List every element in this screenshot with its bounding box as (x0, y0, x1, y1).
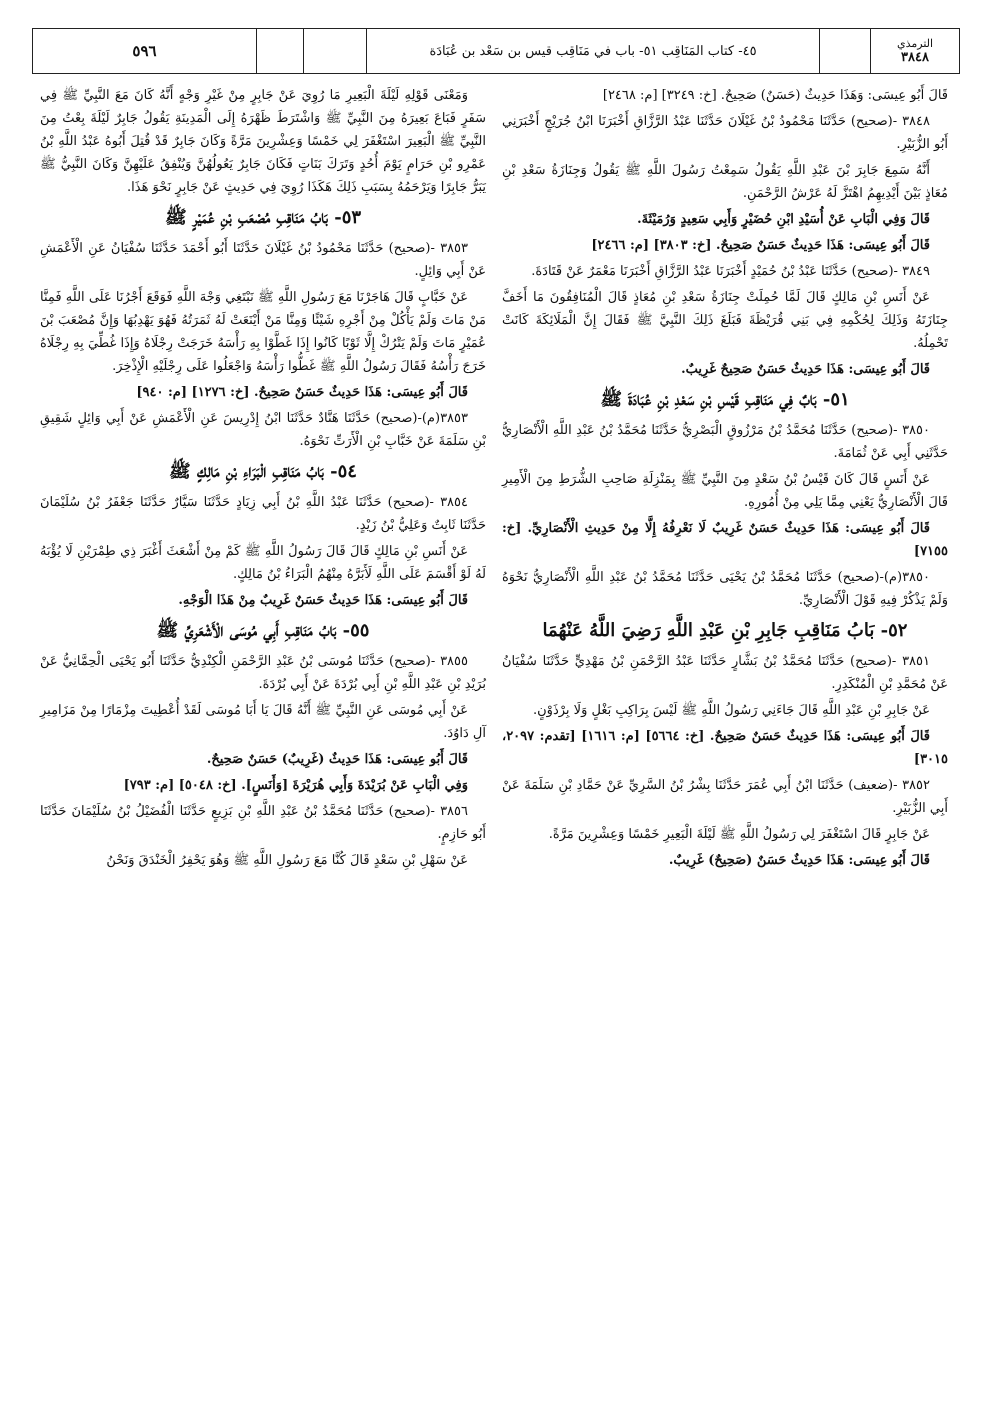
hadith-text: عَنْ أَنَسِ بْنِ مَالِكٍ قَالَ قَالَ رَسُولُ اللَّهِ ﷺ كَمْ مِنْ أَشْعَثَ أَغْبَرَ ذِي طِمْرَيْنِ لَا يُؤْبَهُ لَهُ لَوْ أَقْسَمَ عَلَى اللَّهِ لَأَبَرَّهُ مِنْهُمُ الْبَرَاءُ بْنُ مَالِكٍ. (40, 544, 486, 582)
commentary-text: وَمَعْنَى قَوْلِهِ لَيْلَةَ الْبَعِيرِ مَا رُوِيَ عَنْ جَابِرٍ مِنْ غَيْرِ وَجْهٍ أَنَّهُ كَانَ مَعَ النَّبِيِّ ﷺ فِي سَفَرٍ فَبَاعَ بَعِيرَهُ مِنَ النَّبِيِّ ﷺ وَاشْتَرَطَ ظَهْرَهُ إِلَى الْمَدِينَةِ يَقُولُ جَابِرٌ لَيْلَةَ بِعْتُ مِنَ النَّبِيِّ ﷺ الْبَعِيرَ اسْتَغْفَرَ لِي خَمْسًا وَعِشْرِينَ مَرَّةً وَكَانَ جَابِرٌ قَدْ قُتِلَ أَبُوهُ عَبْدُ اللَّهِ بْنُ عَمْرِو بْنِ حَرَامٍ يَوْمَ أُحُدٍ وَتَرَكَ بَنَاتٍ فَكَانَ جَابِرٌ يَعُولُهُنَّ وَيُنْفِقُ عَلَيْهِنَّ وَكَانَ النَّبِيُّ ﷺ يَبَرُّ جَابِرًا وَيَرْحَمُهُ بِسَبَبِ ذَلِكَ هَكَذَا رُوِيَ فِي حَدِيثٍ عَنْ جَابِرٍ نَحْوَ هَذَا. (40, 88, 486, 195)
chapter-title: ٤٥- كتاب المَنَاقِب ٥١- باب في مَنَاقِب قيس بن سَعْد بن عُبَادَة (366, 29, 819, 73)
grading-note: قَالَ أَبُو عِيسَى: هَذَا حَدِيثٌ حَسَنٌ صَحِيحٌ. [خ: ٥٦٦٤] [م: ١٦١٦] [تقدم: ٢٠٩٧، ٣٠١٥] (502, 729, 948, 767)
hadith-text: أَنَّهُ سَمِعَ جَابِرَ بْنَ عَبْدِ اللَّهِ يَقُولُ سَمِعْتُ رَسُولَ اللَّهِ ﷺ يَقُولُ وَجِنَازَةُ سَعْدِ بْنِ مُعَاذٍ بَيْنَ أَيْدِيهِمُ اهْتَزَّ لَهُ عَرْشُ الرَّحْمَنِ. (502, 163, 948, 201)
hadith-text: عَنْ سَهْلِ بْنِ سَعْدٍ قَالَ كُنَّا مَعَ رَسُولِ اللَّهِ ﷺ وَهُوَ يَحْفِرُ الْخَنْدَقَ وَنَحْنُ (106, 853, 468, 868)
left-column (40, 84, 486, 875)
hadith-text: عَنْ أَنَسِ بْنِ مَالِكٍ قَالَ لَمَّا حُمِلَتْ جِنَازَةُ سَعْدِ بْنِ مُعَاذٍ قَالَ الْمُنَافِقُونَ مَا أَخَفَّ جِنَازَتَهُ وَذَلِكَ لِحُكْمِهِ فِي بَنِي قُرَيْظَةَ فَبَلَغَ ذَلِكَ النَّبِيَّ ﷺ فَقَالَ إِنَّ الْمَلَائِكَةَ كَانَتْ تَحْمِلُهُ. (502, 290, 948, 351)
hadith-text: عَنْ جَابِرِ بْنِ عَبْدِ اللَّهِ قَالَ جَاءَنِي رَسُولُ اللَّهِ ﷺ لَيْسَ بِرَاكِبِ بَغْلٍ وَلَا بِرْذَوْنٍ. (532, 703, 930, 718)
hadith-text: عَنْ جَابِرٍ قَالَ اسْتَغْفَرَ لِي رَسُولُ اللَّهِ ﷺ لَيْلَةَ الْبَعِيرِ خَمْسًا وَعِشْرِينَ مَرَّةً. (548, 827, 930, 842)
grading-note: قَالَ أَبُو عِيسَى: وَهَذَا حَدِيثٌ (حَسَنٌ) صَحِيحٌ. [خ: ٣٢٤٩] [م: ٢٤٦٨] (602, 88, 948, 103)
grading-note: قَالَ أَبُو عِيسَى: هَذَا حَدِيثٌ حَسَنٌ غَرِيبٌ مِنْ هَذَا الْوَجْهِ. (178, 593, 468, 608)
hadith-chain: ٣٨٥٣(م)-(صحيح) حَدَّثَنَا هَنَّادٌ حَدَّثَنَا ابْنُ إِدْرِيسَ عَنِ الْأَعْمَشِ عَنْ أَبِي وَائِلٍ شَقِيقِ بْنِ سَلَمَةَ عَنْ خَبَّابِ بْنِ الْأَرَتِّ نَحْوَهُ. (40, 411, 486, 449)
hadith-chain: ٣٨٥٣ -(صحيح) حَدَّثَنَا مَحْمُودُ بْنُ غَيْلَانَ حَدَّثَنَا أَبُو أَحْمَدَ حَدَّثَنَا سُفْيَانُ عَنِ الْأَعْمَشِ عَنْ أَبِي وَائِلٍ. (40, 241, 486, 279)
hadith-chain: ٣٨٥٤ -(صحيح) حَدَّثَنَا عَبْدُ اللَّهِ بْنُ أَبِي زِيَادٍ حَدَّثَنَا سَيَّارٌ حَدَّثَنَا جَعْفَرُ بْنُ سُلَيْمَانَ حَدَّثَنَا ثَابِتٌ وَعَلِيُّ بْنُ زَيْدٍ. (40, 495, 486, 533)
grading-note: قَالَ أَبُو عِيسَى: هَذَا حَدِيثٌ حَسَنٌ صَحِيحٌ. [خ: ١٢٧٦] [م: ٩٤٠] (136, 385, 468, 400)
chapter-heading-55: ٥٥- بَابُ مَنَاقِبِ أَبِي مُوسَى الْأَشْعَرِيِّ ﷺ (156, 620, 370, 641)
hadith-chain: ٣٨٥٠(م)-(صحيح) حَدَّثَنَا مُحَمَّدُ بْنُ يَحْيَى حَدَّثَنَا مُحَمَّدُ بْنُ عَبْدِ اللَّهِ الْأَنْصَارِيُّ نَحْوَهُ وَلَمْ يَذْكُرْ فِيهِ قَوْلَ الْأَنْصَارِيِّ. (502, 570, 948, 608)
grading-note: قَالَ أَبُو عِيسَى: هَذَا حَدِيثٌ حَسَنٌ صَحِيحٌ غَرِيبٌ. (681, 362, 930, 377)
chapter-heading-54: ٥٤- بَابُ مَنَاقِبِ الْبَرَاءِ بْنِ مَالِكٍ ﷺ (169, 461, 357, 482)
hadith-chain: ٣٨٥٠ -(صحيح) حَدَّثَنَا مُحَمَّدُ بْنُ مَرْزُوقٍ الْبَصْرِيُّ حَدَّثَنَا مُحَمَّدُ بْنُ عَبْدِ اللَّهِ الْأَنْصَارِيُّ حَدَّثَنِي أَبِي عَنْ ثُمَامَةَ. (502, 423, 948, 461)
hadith-chain: ٣٨٤٩ -(صحيح) حَدَّثَنَا عَبْدُ بْنُ حُمَيْدٍ أَخْبَرَنَا عَبْدُ الرَّزَّاقِ أَخْبَرَنَا مَعْمَرٌ عَنْ قَتَادَةَ. (531, 264, 930, 279)
hadith-text: عَنْ أَنَسٍ قَالَ كَانَ قَيْسُ بْنُ سَعْدٍ مِنَ النَّبِيِّ ﷺ بِمَنْزِلَةِ صَاحِبِ الشُّرَطِ مِنَ الْأَمِيرِ قَالَ الْأَنْصَارِيُّ يَعْنِي مِمَّا يَلِي مِنْ أُمُورِهِ. (502, 472, 948, 510)
book-name: الترمذي (896, 37, 934, 50)
chapter-heading-52: ٥٢- بَابُ مَنَاقِبِ جَابِرِ بْنِ عَبْدِ اللَّهِ رَضِيَ اللَّهُ عَنْهُمَا (542, 620, 908, 641)
page-number: ٥٩٦ (132, 42, 157, 60)
grading-note: قَالَ أَبُو عِيسَى: هَذَا حَدِيثٌ حَسَنٌ غَرِيبٌ لَا نَعْرِفُهُ إِلَّا مِنْ حَدِيثِ الْأَنْصَارِيِّ. [خ: ٧١٥٥] (502, 521, 948, 559)
grading-note: قَالَ أَبُو عِيسَى: هَذَا حَدِيثٌ (غَرِيبٌ) حَسَنٌ صَحِيحٌ. (206, 752, 468, 767)
right-column (502, 84, 948, 875)
grading-note: قَالَ أَبُو عِيسَى: هَذَا حَدِيثٌ حَسَنٌ (صَحِيحٌ) غَرِيبٌ. (668, 853, 930, 868)
hadith-number: ٣٨٤٨ (901, 50, 929, 65)
hadith-chain: ٣٨٥٦ -(صحيح) حَدَّثَنَا مُحَمَّدُ بْنُ عَبْدِ اللَّهِ بْنِ بَزِيعٍ حَدَّثَنَا الْفُضَيْلُ بْنُ سُلَيْمَانَ حَدَّثَنَا أَبُو حَازِمٍ. (40, 804, 486, 842)
grading-note: قَالَ أَبُو عِيسَى: هَذَا حَدِيثٌ حَسَنٌ صَحِيحٌ. [خ: ٣٨٠٣] [م: ٢٤٦٦] (591, 238, 930, 253)
hadith-chain: ٣٨٥٢ -(ضعيف) حَدَّثَنَا ابْنُ أَبِي عُمَرَ حَدَّثَنَا بِشْرُ بْنُ السَّرِيِّ عَنْ حَمَّادِ بْنِ سَلَمَةَ عَنْ أَبِي الزُّبَيْرِ. (502, 778, 948, 816)
header-cell-empty (303, 29, 366, 73)
header-cell-empty (256, 29, 303, 73)
chapter-heading-51: ٥١- بَابٌ فِي مَنَاقِبِ قَيْسِ بْنِ سَعْدِ بْنِ عُبَادَةَ ﷺ (600, 389, 850, 410)
hadith-text: عَنْ أَبِي مُوسَى عَنِ النَّبِيِّ ﷺ أَنَّهُ قَالَ يَا أَبَا مُوسَى لَقَدْ أُعْطِيتَ مِزْمَارًا مِنْ مَزَامِيرِ آلِ دَاوُدَ. (40, 703, 486, 741)
hadith-chain: ٣٨٤٨ -(صحيح) حَدَّثَنَا مَحْمُودُ بْنُ غَيْلَانَ حَدَّثَنَا عَبْدُ الرَّزَّاقِ أَخْبَرَنَا ابْنُ جُرَيْجٍ أَخْبَرَنِي أَبُو الزُّبَيْرِ. (502, 114, 948, 152)
related-note: وَفِي الْبَابِ عَنْ بُرَيْدَةَ وَأَبِي هُرَيْرَةَ [وَأَنَسٍ]. [خ: ٥٠٤٨] [م: ٧٩٣] (123, 778, 468, 793)
hadith-text: عَنْ خَبَّابٍ قَالَ هَاجَرْنَا مَعَ رَسُولِ اللَّهِ ﷺ نَبْتَغِي وَجْهَ اللَّهِ فَوَقَعَ أَجْرُنَا عَلَى اللَّهِ فَمِنَّا مَنْ مَاتَ وَلَمْ يَأْكُلْ مِنْ أَجْرِهِ شَيْئًا وَمِنَّا مَنْ أَيْنَعَتْ لَهُ ثَمَرَتُهُ فَهُوَ يَهْدِبُهَا وَإِنَّ مُصْعَبَ بْنَ عُمَيْرٍ مَاتَ وَلَمْ يَتْرُكْ إِلَّا ثَوْبًا كَانُوا إِذَا غَطَّوْا بِهِ رَأْسَهُ خَرَجَتْ رِجْلَاهُ وَإِذَا غُطِّيَ بِهِ رِجْلَاهُ خَرَجَ رَأْسُهُ فَقَالَ رَسُولُ اللَّهِ ﷺ غَطُّوا رَأْسَهُ وَاجْعَلُوا عَلَى رِجْلَيْهِ الْإِذْخِرَ. (40, 290, 486, 374)
header-cell-empty (819, 29, 870, 73)
page-header (32, 28, 960, 74)
chapter-heading-53: ٥٣- بَابُ مَنَاقِبِ مُصْعَبِ بْنِ عُمَيْرٍ ﷺ (164, 207, 362, 228)
hadith-chain: ٣٨٥٥ -(صحيح) حَدَّثَنَا مُوسَى بْنُ عَبْدِ الرَّحْمَنِ الْكِنْدِيُّ حَدَّثَنَا أَبُو يَحْيَى الْحِمَّانِيُّ عَنْ بُرَيْدِ بْنِ عَبْدِ اللَّهِ بْنِ أَبِي بُرْدَةَ عَنْ أَبِي بُرْدَةَ. (40, 654, 486, 692)
related-note: قَالَ وَفِي الْبَابِ عَنْ أُسَيْدِ ابْنِ حُضَيْرٍ وَأَبِي سَعِيدٍ وَرُمَيْثَةَ. (637, 212, 930, 227)
book-reference (870, 29, 959, 73)
hadith-chain: ٣٨٥١ -(صحيح) حَدَّثَنَا مُحَمَّدُ بْنُ بَشَّارٍ حَدَّثَنَا عَبْدُ الرَّحْمَنِ بْنُ مَهْدِيٍّ حَدَّثَنَا سُفْيَانُ عَنْ مُحَمَّدِ بْنِ الْمُنْكَدِرِ. (502, 654, 948, 692)
